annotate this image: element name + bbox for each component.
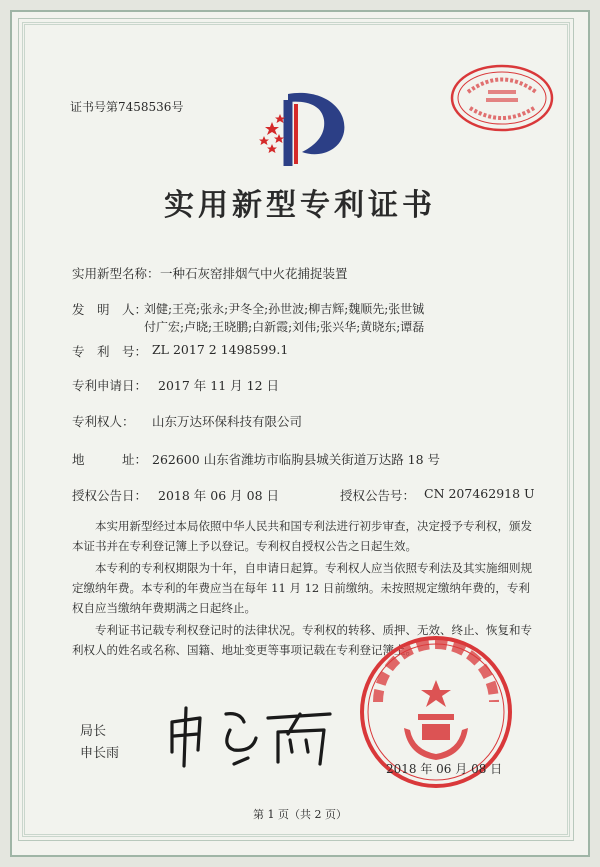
utility-model-name-value: 一种石灰窑排烟气中火花捕捉装置 bbox=[160, 266, 348, 281]
certificate-number: 证书号第7458536号 bbox=[70, 100, 184, 114]
address-value: 262600 山东省潍坊市临朐县城关街道万达路 18 号 bbox=[152, 452, 441, 467]
address-label: 地 址： bbox=[72, 452, 148, 467]
inventor-value-line2: 付广宏;卢晓;王晓鹏;白新霞;刘伟;张兴华;黄晓东;谭磊 bbox=[144, 320, 425, 334]
inventor-label: 发 明 人： bbox=[72, 302, 148, 317]
filing-date-label: 专利申请日： bbox=[72, 378, 148, 393]
director-signature bbox=[160, 700, 340, 770]
page-number: 第 1 页（共 2 页） bbox=[253, 808, 347, 821]
inventor-value-line1: 刘健;王亮;张永;尹冬全;孙世波;柳吉辉;魏顺先;张世铖 bbox=[144, 302, 425, 316]
utility-model-name-label: 实用新型名称： bbox=[72, 266, 160, 281]
body-paragraph-3: 专利证书记载专利权登记时的法律状况。专利权的转移、质押、无效、终止、恢复和专利权人的姓名或名称、国籍、地址变更等事项记载在专利登记簿上。 bbox=[72, 623, 532, 657]
grant-date-label: 授权公告日： bbox=[72, 488, 148, 503]
grant-number-label: 授权公告号： bbox=[340, 488, 416, 503]
body-paragraph-1: 本实用新型经过本局依照中华人民共和国专利法进行初步审查，决定授予专利权，颁发本证书并在专利登记簿上予以登记。专利权自授权公告之日起生效。 bbox=[72, 519, 532, 553]
certificate-title: 实用新型专利证书 bbox=[164, 188, 436, 223]
patent-number-value: ZL 2017 2 1498599.1 bbox=[152, 342, 289, 357]
patentee-value: 山东万达环保科技有限公司 bbox=[152, 414, 303, 429]
filing-date-value: 2017 年 11 月 12 日 bbox=[158, 378, 279, 393]
patent-number-label: 专 利 号： bbox=[72, 344, 148, 359]
body-paragraph-2: 本专利的专利权期限为十年，自申请日起算。专利权人应当依照专利法及其实施细则规定缴纳年费。本专利的年费应当在每年 11 月 12 日前缴纳。未按照规定缴纳年费的，专利权自应当缴纳年费期满之日起终止。 bbox=[72, 561, 532, 615]
patentee-label: 专利权人： bbox=[72, 414, 135, 429]
grant-number-value: CN 207462918 U bbox=[424, 486, 535, 501]
grant-date-value: 2018 年 06 月 08 日 bbox=[158, 488, 279, 503]
officer-title: 局长 bbox=[80, 724, 107, 739]
seal-date: 2018 年 06 月 08 日 bbox=[386, 762, 503, 776]
patent-office-logo bbox=[252, 86, 352, 172]
officer-name: 申长雨 bbox=[80, 746, 120, 761]
office-seal-small bbox=[448, 62, 556, 134]
